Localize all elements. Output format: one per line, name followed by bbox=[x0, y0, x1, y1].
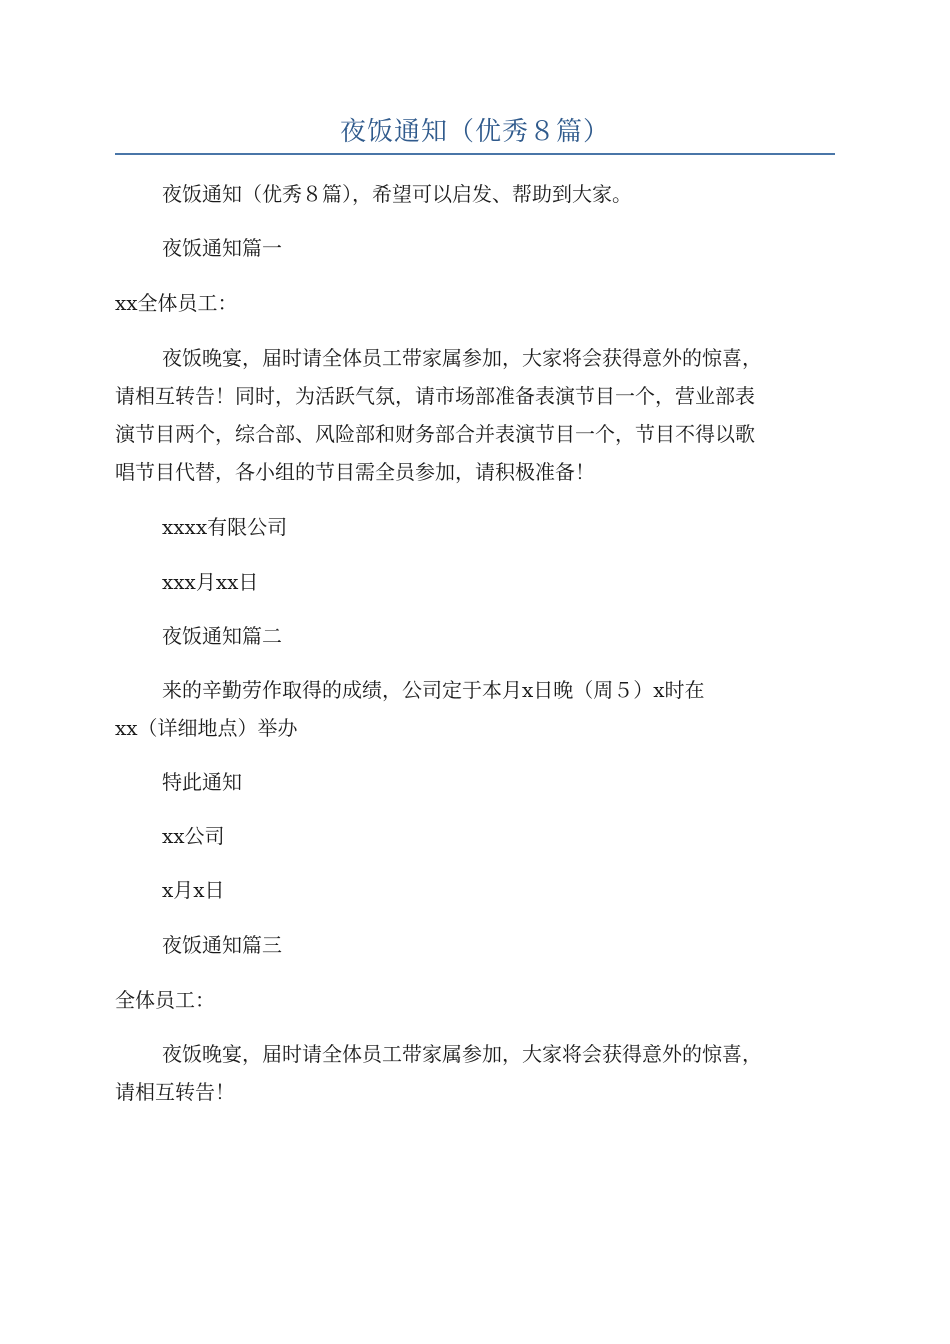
section1-salutation: xx全体员工： bbox=[115, 291, 238, 315]
section3-salutation: 全体员工： bbox=[115, 988, 215, 1012]
section3-body-line1: 夜饭晚宴，届时请全体员工带家属参加，大家将会获得意外的惊喜， bbox=[162, 1042, 762, 1066]
section2-date: x月x日 bbox=[162, 878, 225, 902]
section2-company: xx公司 bbox=[162, 824, 225, 848]
section1-company: xxxx有限公司 bbox=[162, 515, 288, 539]
section2-body-line1: 来的辛勤劳作取得的成绩，公司定于本月x日晚（周５）x时在 bbox=[162, 678, 705, 702]
section3-heading: 夜饭通知篇三 bbox=[162, 933, 282, 957]
section1-body-line1: 夜饭晚宴，届时请全体员工带家属参加，大家将会获得意外的惊喜， bbox=[162, 346, 762, 370]
section1-body-line2: 请相互转告！同时，为活跃气氛，请市场部准备表演节目一个，营业部表 bbox=[115, 384, 755, 408]
section1-body-line4: 唱节目代替，各小组的节目需全员参加，请积极准备！ bbox=[115, 460, 595, 484]
intro-paragraph: 夜饭通知（优秀８篇），希望可以启发、帮助到大家。 bbox=[162, 182, 632, 206]
section2-body-line2: xx（详细地点）举办 bbox=[115, 716, 298, 740]
title-underline bbox=[115, 153, 835, 155]
section2-heading: 夜饭通知篇二 bbox=[162, 624, 282, 648]
section1-body-line3: 演节目两个，综合部、风险部和财务部合并表演节目一个，节目不得以歌 bbox=[115, 422, 755, 446]
section1-date: xxx月xx日 bbox=[162, 570, 259, 594]
section2-notice: 特此通知 bbox=[162, 770, 242, 794]
document-title: 夜饭通知（优秀８篇） bbox=[339, 117, 610, 147]
section1-heading: 夜饭通知篇一 bbox=[162, 236, 282, 260]
section3-body-line2: 请相互转告！ bbox=[115, 1080, 235, 1104]
